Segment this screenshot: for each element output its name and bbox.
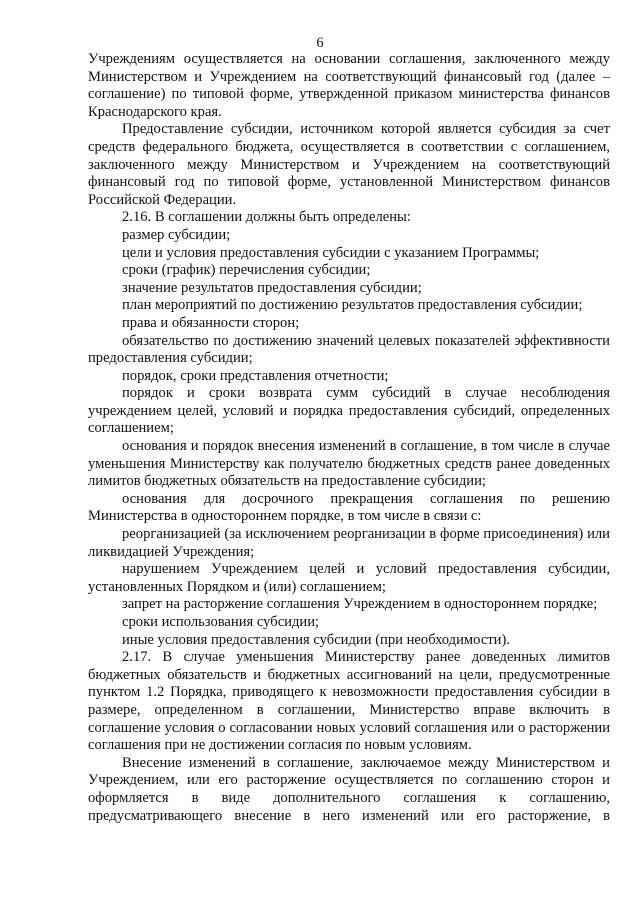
paragraph: нарушением Учреждением целей и условий предоставления субсидии, установленных Порядком и (или) соглашением; (88, 561, 610, 595)
paragraph: Внесение изменений в соглашение, заключаемое между Министерством и Учреждением, или его расторжение осуществляется по соглашению сторон и оформляется в виде дополнительного соглашения к соглашению, предусматривающего внесение в него изменений или его расторжение, в (88, 754, 610, 824)
paragraph: реорганизацией (за исключением реорганизации в форме присоединения) или ликвидацией Учреждения; (88, 526, 610, 560)
paragraph: Предоставление субсидии, источником которой является субсидия за счет средств федерального бюджета, осуществляется в соответствии с соглашением, заключенного между Министерством и Учреждением на соответствующий финансовый год по типовой форме, установленной Министерством финансов Российской Федерации. (88, 121, 610, 208)
paragraph: размер субсидии; (122, 226, 231, 243)
paragraph: порядок, сроки представления отчетности; (122, 367, 389, 384)
paragraph: порядок и сроки возврата сумм субсидий в случае несоблюдения учреждением целей, условий и порядка предоставления субсидий, определенных соглашением; (88, 385, 610, 437)
page-number: 6 (316, 35, 324, 51)
paragraph: 2.16. В соглашении должны быть определены: (122, 209, 411, 226)
paragraph: сроки использования субсидии; (122, 614, 320, 630)
paragraph: Учреждениям осуществляется на основании соглашения, заключенного между Министерством и Учреждением на соответствующий финансовый год (далее – соглашение) по типовой форме, утвержденной приказом министерства финансов Краснодарского края. (88, 51, 610, 120)
document-body (88, 51, 610, 825)
paragraph: цели и условия предоставления субсидии с указанием Программы; (122, 244, 540, 261)
paragraph: основания для досрочного прекращения соглашения по решению Министерства в одностороннем порядке, в том числе в связи с: (88, 490, 610, 525)
paragraph: основания и порядок внесения изменений в соглашение, в том числе в случае уменьшения Министерству как получателю бюджетных средств ранее доведенных лимитов бюджетных обязательств на предоставление субсидии; (88, 438, 610, 490)
paragraph: иные условия предоставления субсидии (при необходимости). (122, 631, 510, 648)
paragraph: права и обязанности сторон; (122, 314, 300, 331)
paragraph: план мероприятий по достижению результатов предоставления субсидии; (122, 297, 583, 314)
paragraph: обязательство по достижению значений целевых показателей эффективности предоставления субсидии; (88, 332, 610, 367)
paragraph: 2.17. В случае уменьшения Министерству ранее доведенных лимитов бюджетных обязательств и бюджетных ассигнований на цели, предусмотренные пунктом 1.2 Порядка, приводящего к невозможности предоставления субсидии в размере, определенном в соглашении, Министерство вправе включить в соглашение условия о согласовании новых условий соглашения или о расторжении соглашения при не достижении согласия по новым условиям. (88, 649, 610, 754)
paragraph: запрет на расторжение соглашения Учреждением в одностороннем порядке; (122, 596, 598, 613)
paragraph: значение результатов предоставления субсидии; (122, 279, 422, 296)
paragraph: сроки (график) перечисления субсидии; (122, 262, 371, 279)
